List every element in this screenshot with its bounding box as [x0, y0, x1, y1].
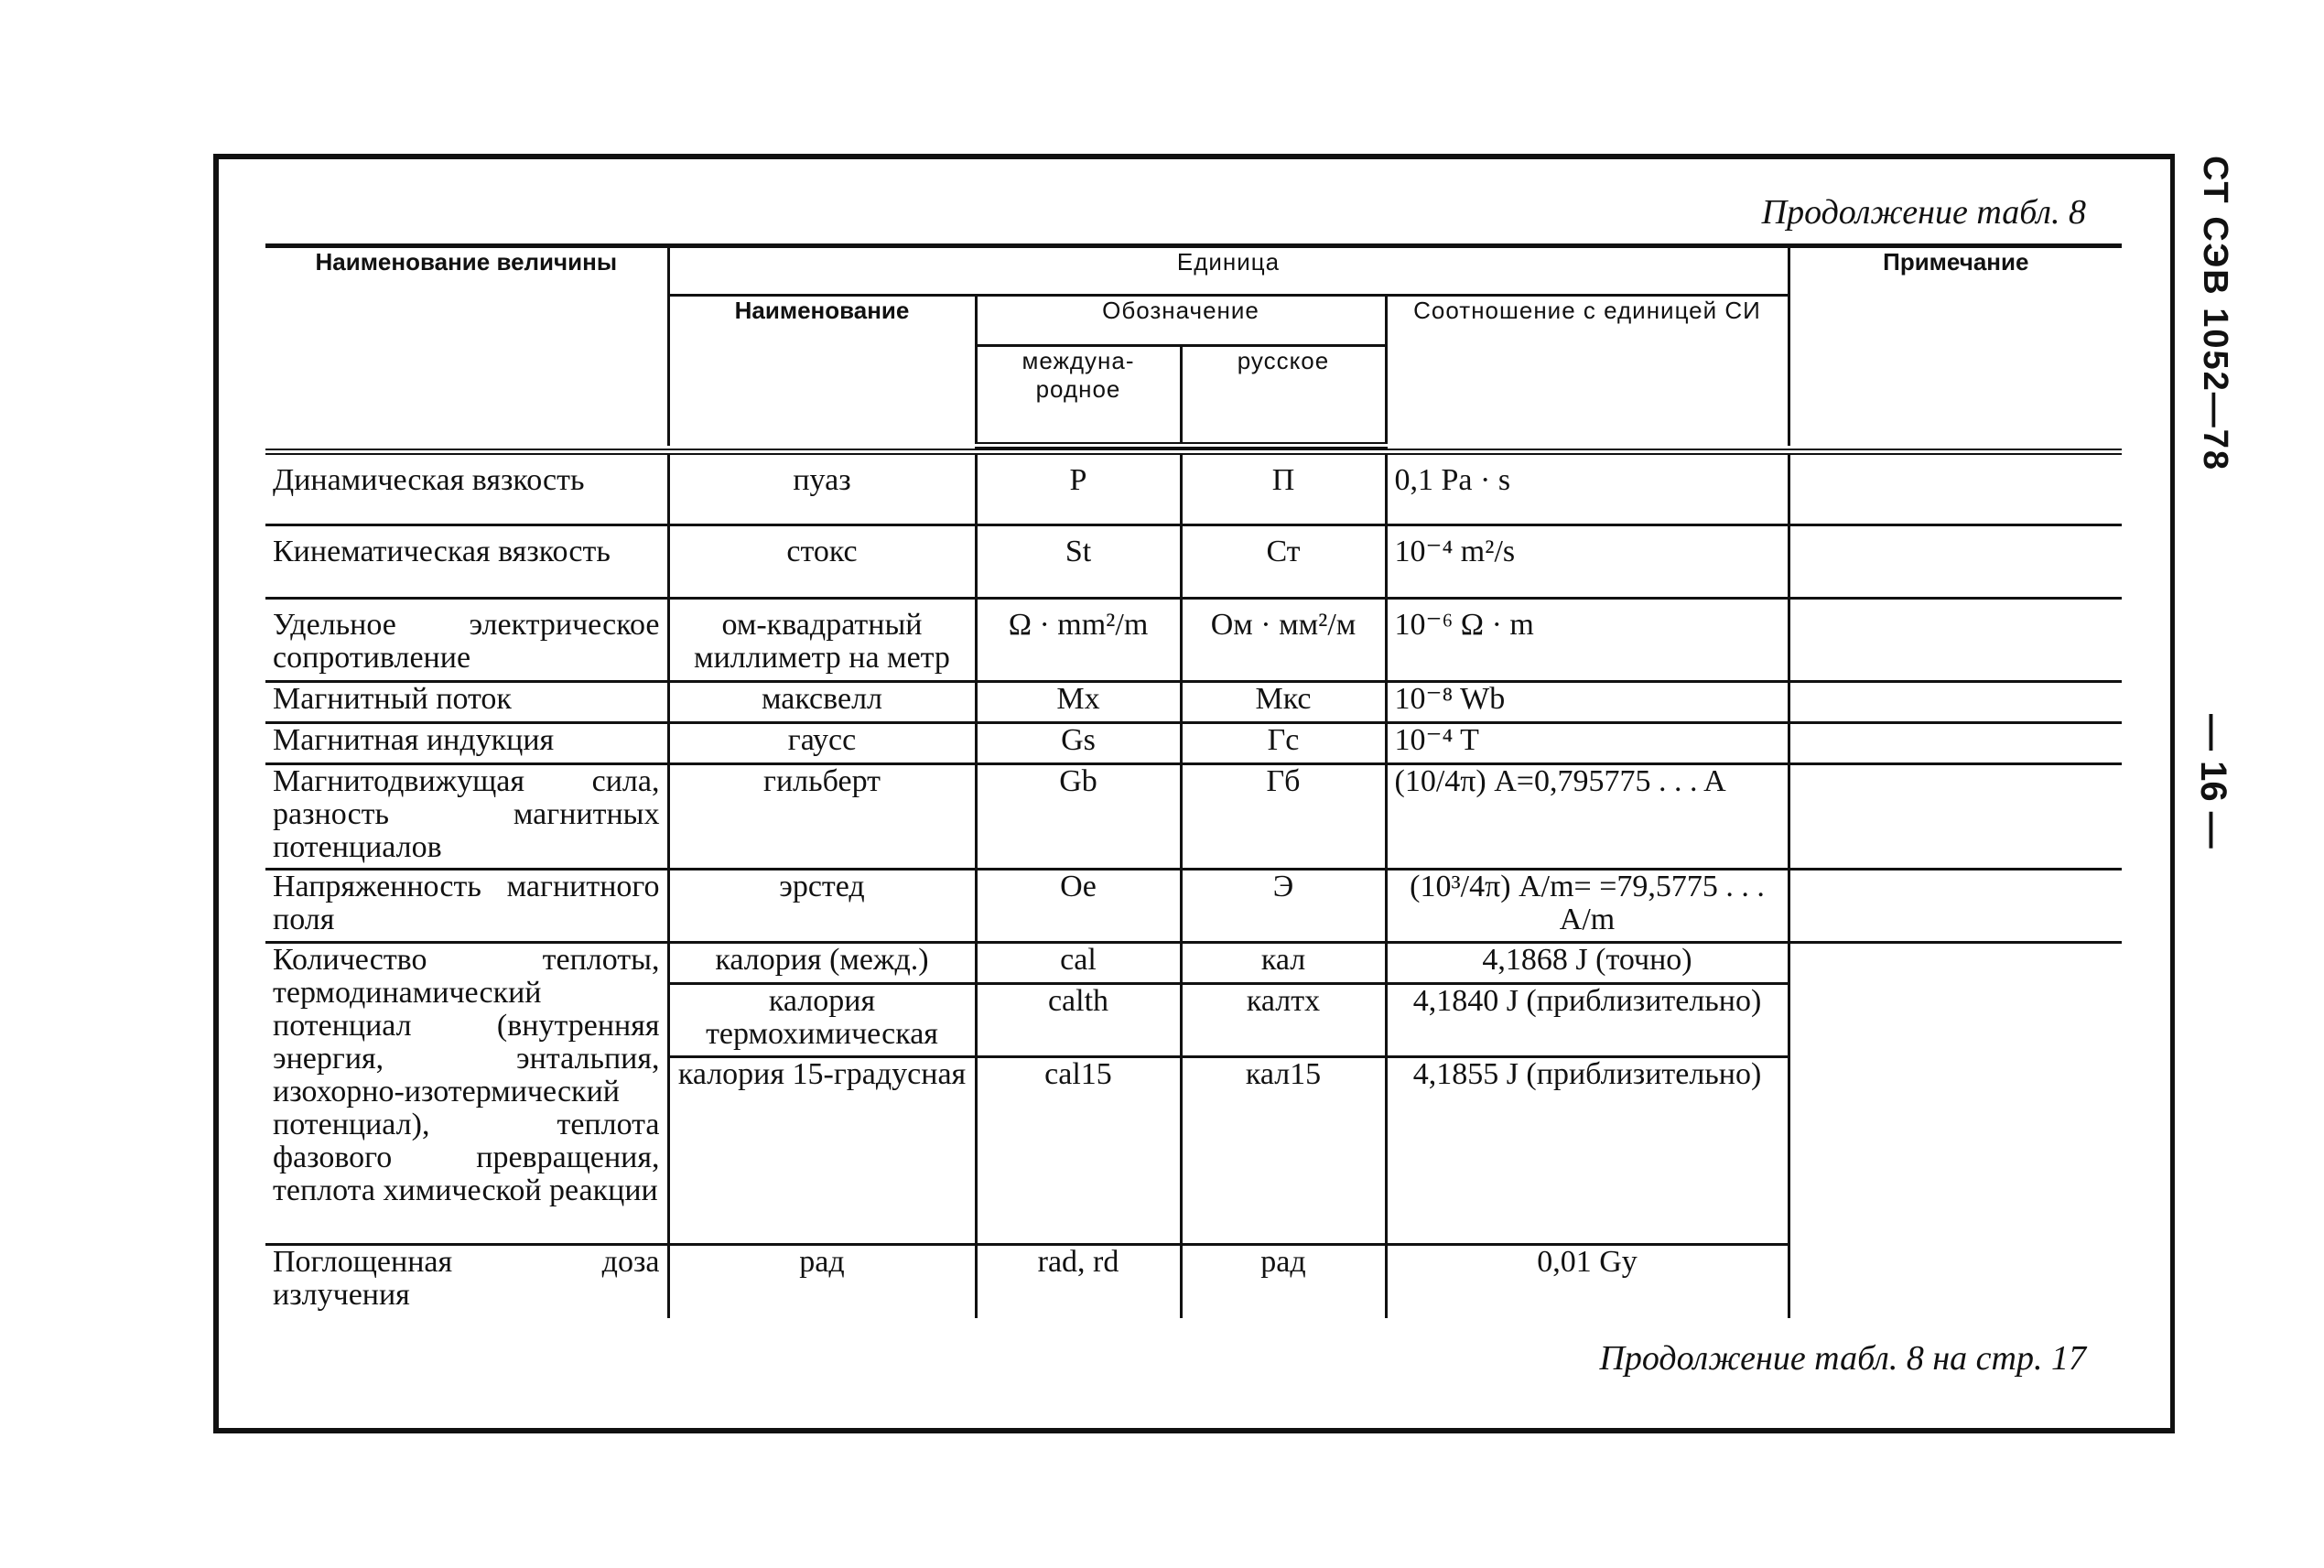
- table-row: [265, 943, 2122, 984]
- note-cell: [1789, 1245, 2122, 1318]
- header-unit-group: Единица: [668, 246, 1789, 296]
- relation-cell: 10⁻⁸ Wb: [1386, 682, 1789, 723]
- header-russian: русское: [1181, 346, 1386, 446]
- intl-cell: calth: [976, 984, 1181, 1057]
- quantity-cell: Динамическая вязкость: [273, 463, 585, 497]
- quantity-cell: Напряженность магнитного поля: [265, 870, 668, 943]
- intl-cell: cal15: [976, 1057, 1181, 1245]
- rus-cell: Ст: [1181, 525, 1386, 599]
- unit-cell: гаусс: [668, 723, 976, 764]
- relation-cell: 4,1855 J (приблизительно): [1386, 1057, 1789, 1245]
- rus-cell: Гс: [1181, 723, 1386, 764]
- table-row: [265, 599, 2122, 682]
- intl-cell: St: [976, 525, 1181, 599]
- intl-cell: Oe: [976, 870, 1181, 943]
- table-row: [265, 682, 2122, 723]
- unit-cell: эрстед: [668, 870, 976, 943]
- rus-cell: рад: [1181, 1245, 1386, 1318]
- quantity-cell: Поглощенная доза излучения: [265, 1245, 668, 1318]
- table-row: [265, 764, 2122, 870]
- quantity-cell: Магнитодвижущая сила, разность магнитных потенциалов: [265, 764, 668, 870]
- unit-cell: калория (межд.): [668, 943, 976, 984]
- relation-cell: 10⁻⁴ m²/s: [1386, 525, 1789, 599]
- relation-cell: 10⁻⁴ T: [1386, 723, 1789, 764]
- header-designation: Обозначение: [976, 296, 1386, 346]
- rus-cell: П: [1181, 452, 1386, 525]
- intl-cell: cal: [976, 943, 1181, 984]
- table-row: [265, 870, 2122, 943]
- relation-cell: (10³/4π) A/m= =79,5775 . . . A/m: [1386, 870, 1789, 943]
- rus-cell: Гб: [1181, 764, 1386, 870]
- unit-cell: рад: [668, 1245, 976, 1318]
- intl-cell: Ω · mm²/m: [976, 599, 1181, 682]
- relation-cell: 10⁻⁶ Ω · m: [1386, 599, 1789, 682]
- relation-cell: 4,1840 J (приблизительно): [1386, 984, 1789, 1057]
- intl-cell: P: [976, 452, 1181, 525]
- unit-cell: стокс: [668, 525, 976, 599]
- standard-code: СТ СЭВ 1052—78: [2196, 156, 2234, 472]
- rus-cell: Ом · мм²/м: [1181, 599, 1386, 682]
- rus-cell: калтх: [1181, 984, 1386, 1057]
- quantity-cell: Удельное электрическое сопротивление: [265, 599, 668, 682]
- note-cell: [1789, 764, 2122, 870]
- rus-cell: кал: [1181, 943, 1386, 984]
- intl-cell: Mx: [976, 682, 1181, 723]
- quantity-cell: Кинематическая вязкость: [265, 525, 668, 599]
- note-cell: [1789, 943, 2122, 1245]
- table-continuation-footer: Продолжение табл. 8 на стр. 17: [1599, 1339, 2086, 1378]
- note-cell: [1789, 452, 2122, 525]
- note-cell: [1789, 870, 2122, 943]
- quantity-cell: Количество теплоты, термодинамический потенциал (внутренняя энергия, энтальпия, изохорно-изотермический потенциал), теплота фазового превращения, теплота химической реакции: [265, 943, 668, 1245]
- intl-cell: rad, rd: [976, 1245, 1181, 1318]
- intl-cell: Gs: [976, 723, 1181, 764]
- quantity-cell: Магнитный поток: [265, 682, 668, 723]
- unit-cell: пуаз: [668, 452, 976, 525]
- note-cell: [1789, 525, 2122, 599]
- table-continuation-caption: Продолжение табл. 8: [1761, 193, 2086, 232]
- page-number: — 16 —: [2193, 714, 2233, 849]
- table-row: [265, 525, 2122, 599]
- header-quantity: Наименование величины: [265, 246, 668, 446]
- units-table: [265, 243, 2122, 1318]
- header-international: междуна-родное: [976, 346, 1181, 446]
- unit-cell: калория термохимическая: [668, 984, 976, 1057]
- rus-cell: Мкс: [1181, 682, 1386, 723]
- unit-cell: ом-квадратный миллиметр на метр: [668, 599, 976, 682]
- intl-cell: Gb: [976, 764, 1181, 870]
- unit-cell: калория 15-градусная: [668, 1057, 976, 1245]
- header-note: Примечание: [1789, 246, 2122, 446]
- header-relation: Соотношение с единицей СИ: [1386, 296, 1789, 446]
- relation-cell: 4,1868 J (точно): [1386, 943, 1789, 984]
- table-row: [265, 452, 2122, 525]
- note-cell: [1789, 599, 2122, 682]
- rus-cell: кал15: [1181, 1057, 1386, 1245]
- unit-cell: гильберт: [668, 764, 976, 870]
- relation-cell: 0,01 Gy: [1386, 1245, 1789, 1318]
- header-unit-name: Наименование: [668, 296, 976, 446]
- note-cell: [1789, 682, 2122, 723]
- note-cell: [1789, 723, 2122, 764]
- table-row: [265, 1245, 2122, 1318]
- relation-cell: (10/4π) A=0,795775 . . . A: [1386, 764, 1789, 870]
- relation-cell: 0,1 Pa · s: [1386, 452, 1789, 525]
- table-row: [265, 723, 2122, 764]
- unit-cell: максвелл: [668, 682, 976, 723]
- rus-cell: Э: [1181, 870, 1386, 943]
- quantity-cell: Магнитная индукция: [265, 723, 668, 764]
